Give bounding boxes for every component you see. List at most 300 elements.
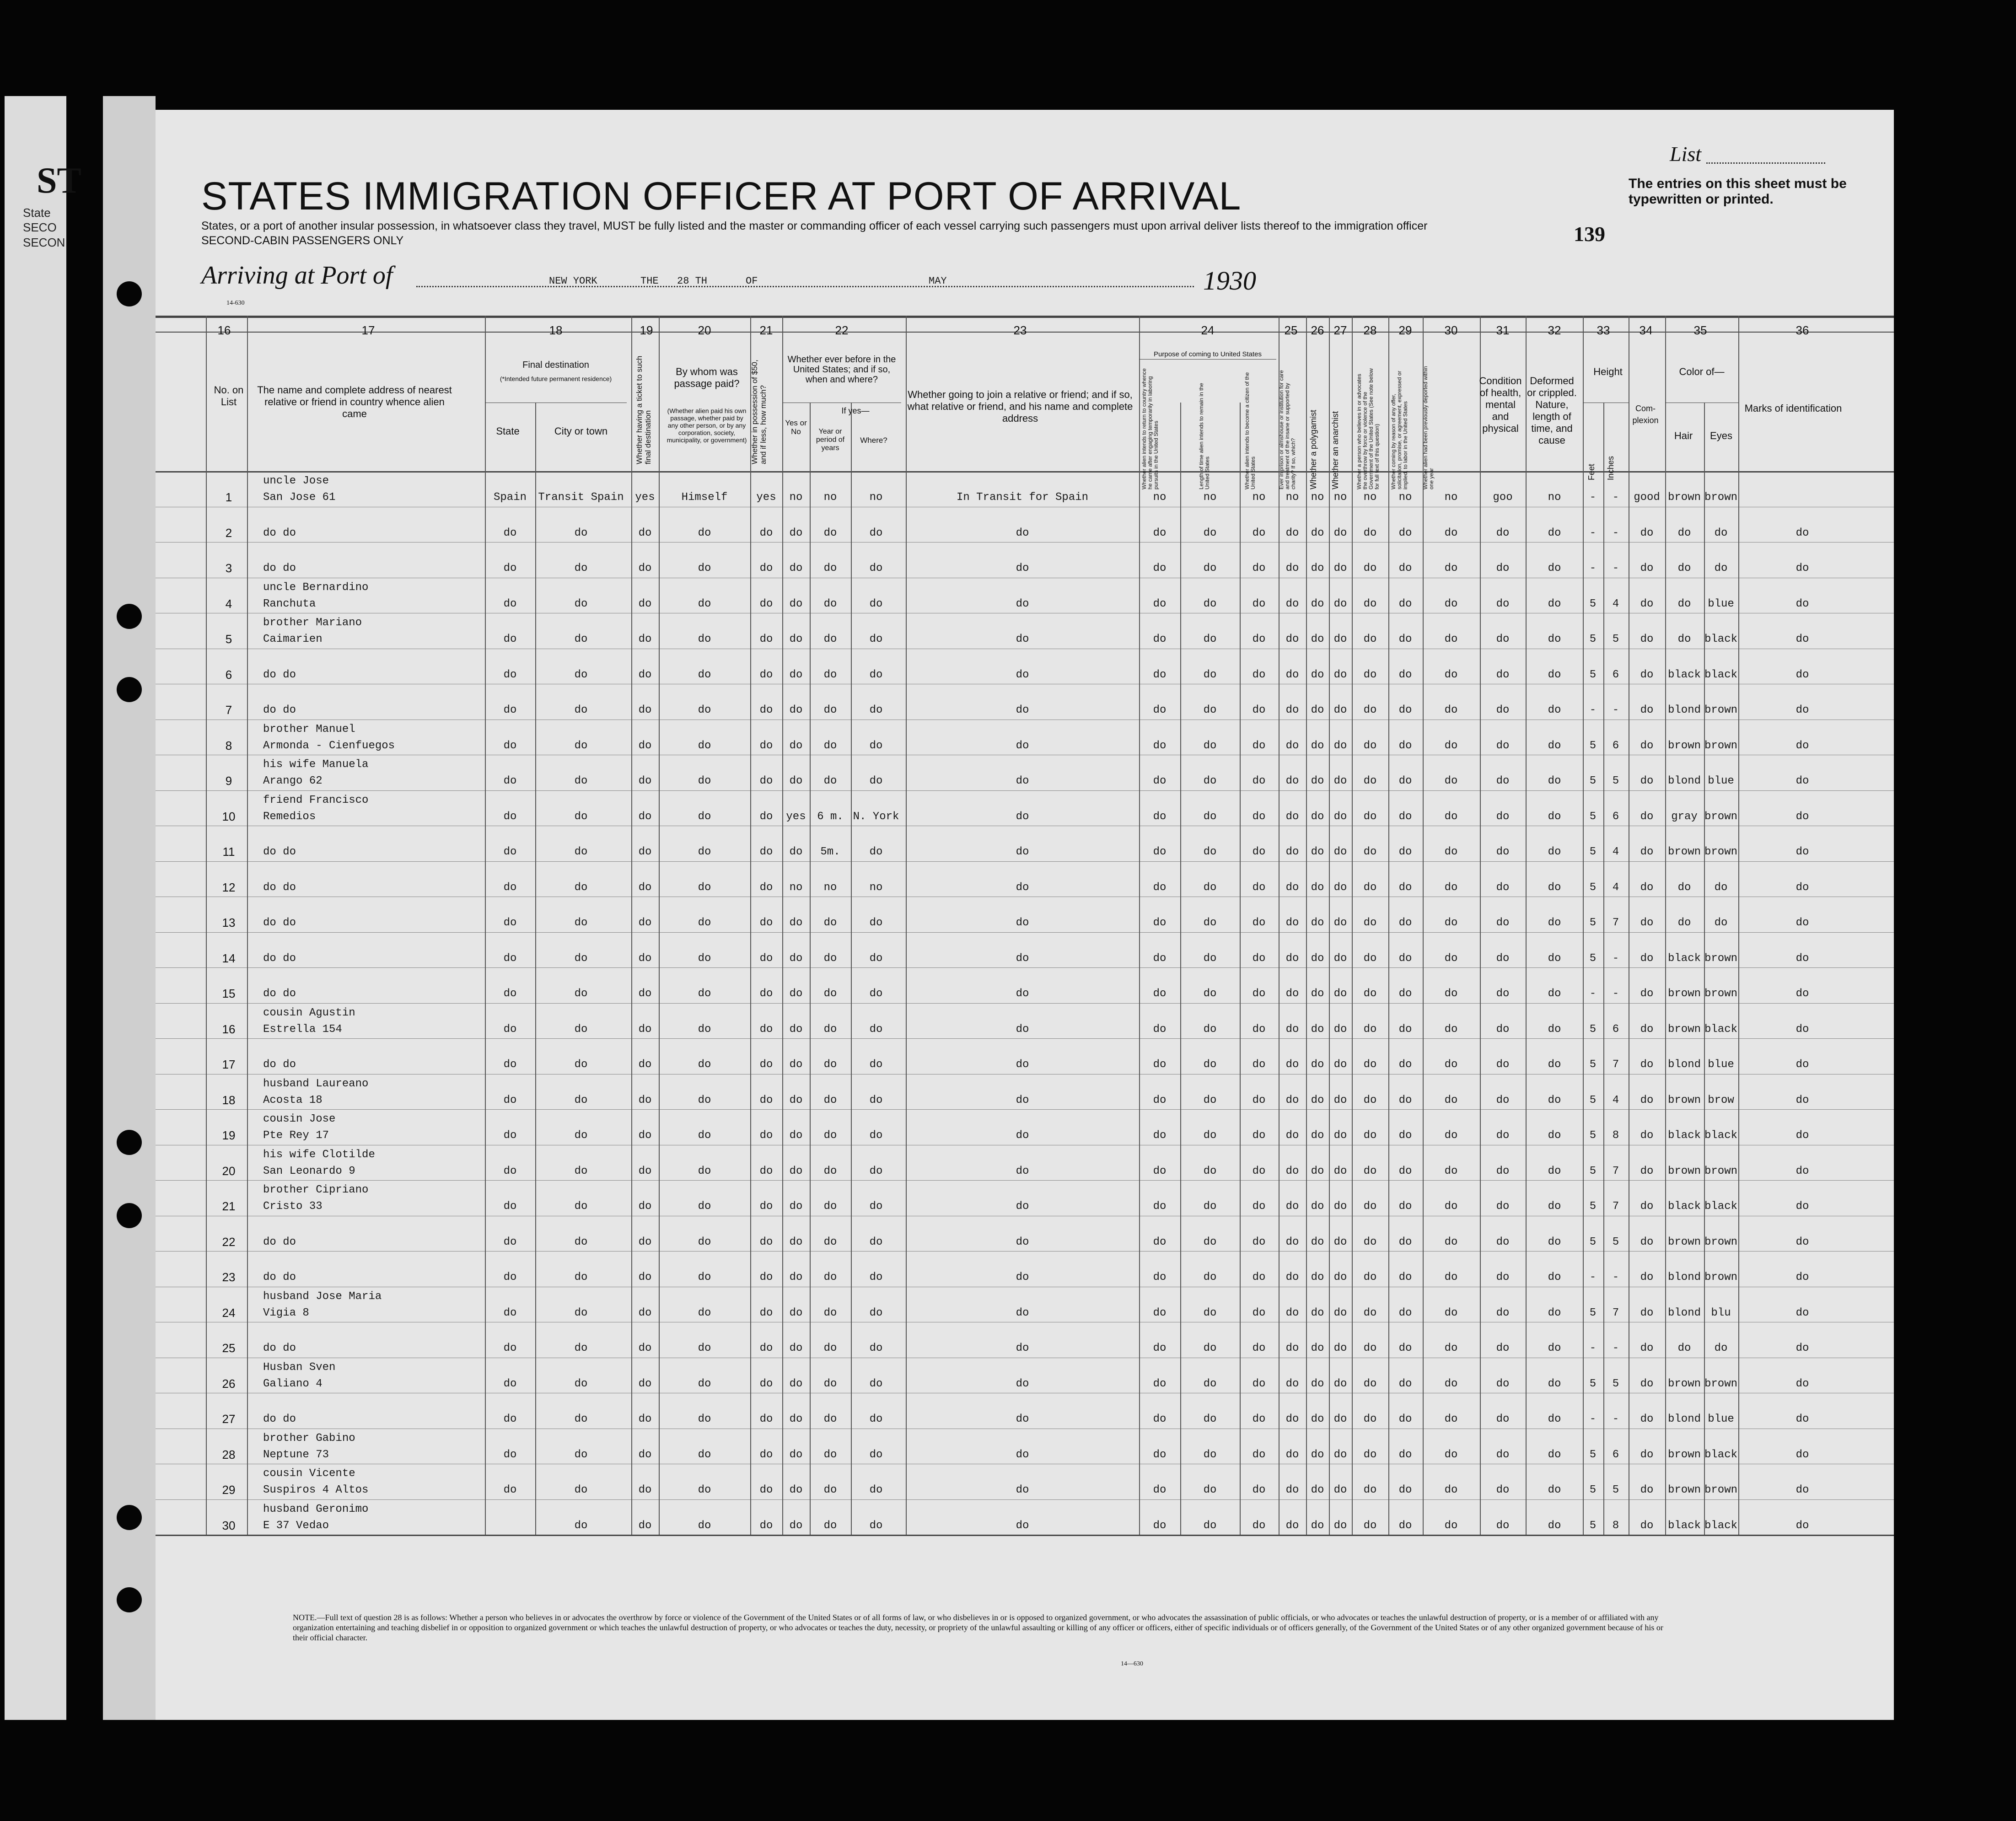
cell-f: do: [1333, 526, 1347, 539]
port-line: [416, 286, 1194, 287]
cell-g: do: [1363, 668, 1377, 681]
cell-f: do: [1333, 810, 1347, 823]
cell-year: do: [823, 917, 837, 929]
cell-city: do: [574, 917, 588, 929]
cell-health: do: [1496, 1448, 1510, 1461]
cell-feet: -: [1589, 704, 1597, 716]
cell-eyes: do: [1714, 917, 1728, 929]
cell-complexion: do: [1640, 1306, 1654, 1319]
grid-line: [156, 1251, 1894, 1252]
cell-join: do: [1016, 1306, 1029, 1319]
cell-deformed: do: [1548, 988, 1561, 1000]
cell-marks: do: [1796, 1235, 1809, 1248]
cell-before: do: [789, 775, 803, 787]
grid-line: [851, 403, 852, 1535]
cell-marks: do: [1796, 1094, 1809, 1107]
cell-b: do: [1203, 562, 1217, 575]
cell-year: do: [823, 1413, 837, 1425]
cell-e: do: [1311, 1484, 1324, 1496]
cell-complexion: do: [1640, 952, 1654, 965]
cell-h: do: [1398, 1377, 1412, 1390]
cell-i: do: [1444, 1519, 1458, 1532]
cell-c: do: [1252, 597, 1266, 610]
cell-c: do: [1252, 846, 1266, 858]
relative-address: E 37 Vedao: [263, 1519, 329, 1532]
cell-g: do: [1363, 1235, 1377, 1248]
cell-g: do: [1363, 846, 1377, 858]
cell-ticket: do: [638, 633, 652, 645]
relative-address: San Leonardo 9: [263, 1165, 355, 1177]
cell-complexion: do: [1640, 810, 1654, 823]
col-header-before: Whether ever before in the United States; and if so, when and where?: [787, 355, 896, 385]
cell-i: do: [1444, 633, 1458, 645]
cell-hair: blond: [1667, 775, 1701, 787]
cell-join: do: [1016, 1342, 1029, 1354]
cell-hair: brown: [1667, 988, 1701, 1000]
cell-b: do: [1203, 704, 1217, 716]
relative-address: do do: [263, 1235, 296, 1248]
cell-paid: Himself: [681, 491, 728, 504]
cell-complexion: do: [1640, 1200, 1654, 1213]
cell-paid: do: [698, 1519, 711, 1532]
cell-complexion: do: [1640, 1519, 1654, 1532]
cell-d: do: [1285, 1342, 1299, 1354]
cell-hair: blond: [1667, 1271, 1701, 1284]
cell-feet: -: [1589, 988, 1597, 1000]
cell-g: do: [1363, 1484, 1377, 1496]
cell-ticket: do: [638, 597, 652, 610]
cell-eyes: do: [1714, 526, 1728, 539]
cell-hair: brown: [1667, 739, 1701, 752]
cell-inches: 6: [1612, 1023, 1619, 1036]
cell-inches: -: [1612, 1413, 1619, 1425]
cell-feet: 5: [1589, 1377, 1597, 1390]
cell-state: do: [503, 846, 517, 858]
cell-hair: brown: [1667, 1094, 1701, 1107]
cell-feet: 5: [1589, 633, 1597, 645]
col-header-if-yes: If yes—: [841, 406, 870, 415]
cell-i: do: [1444, 1023, 1458, 1036]
cell-year: do: [823, 1306, 837, 1319]
cell-state: do: [503, 1413, 517, 1425]
cell-complexion: do: [1640, 704, 1654, 716]
column-number: 30: [1444, 323, 1458, 337]
cell-h: do: [1398, 846, 1412, 858]
cell-feet: -: [1589, 1413, 1597, 1425]
column-number: 23: [1013, 323, 1027, 337]
cell-before: do: [789, 1165, 803, 1177]
cell-hair: black: [1667, 1129, 1701, 1142]
cell-i: do: [1444, 952, 1458, 965]
cell-inches: 4: [1612, 846, 1619, 858]
cell-feet: 5: [1589, 1519, 1597, 1532]
row-number: 9: [225, 774, 232, 788]
grid-line: [156, 790, 1894, 791]
cell-health: do: [1496, 846, 1510, 858]
cell-f: do: [1333, 881, 1347, 894]
col-header-color-of: Color of—: [1679, 366, 1725, 377]
cell-marks: do: [1796, 1342, 1809, 1354]
cell-city: do: [574, 1235, 588, 1248]
cell-health: do: [1496, 917, 1510, 929]
cell-city: do: [574, 1058, 588, 1071]
cell-i: do: [1444, 1200, 1458, 1213]
cell-city: do: [574, 668, 588, 681]
strip-text: State: [23, 206, 51, 220]
cell-i: no: [1444, 491, 1458, 504]
col-header-city: City or town: [554, 425, 608, 437]
cell-i: do: [1444, 1271, 1458, 1284]
cell-ticket: do: [638, 1058, 652, 1071]
cell-a: do: [1153, 526, 1167, 539]
relative-address: Vigia 8: [263, 1306, 309, 1319]
cell-fifty: do: [759, 881, 773, 894]
cell-fifty: do: [759, 1094, 773, 1107]
column-number: 36: [1796, 323, 1809, 337]
cell-inches: -: [1612, 1271, 1619, 1284]
previous-page-strip: [5, 96, 81, 1720]
cell-deformed: do: [1548, 1377, 1561, 1390]
cell-g: do: [1363, 1448, 1377, 1461]
cell-inches: 6: [1612, 668, 1619, 681]
cell-d: do: [1285, 526, 1299, 539]
relative-address: Ranchuta: [263, 597, 316, 610]
row-number: 15: [222, 987, 236, 1000]
cell-h: do: [1398, 704, 1412, 716]
cell-e: do: [1311, 1342, 1324, 1354]
cell-city: do: [574, 1129, 588, 1142]
cell-city: do: [574, 775, 588, 787]
cell-feet: 5: [1589, 1484, 1597, 1496]
cell-hair: brown: [1667, 1377, 1701, 1390]
cell-c: do: [1252, 1129, 1266, 1142]
cell-eyes: brown: [1704, 491, 1738, 504]
cell-ticket: do: [638, 952, 652, 965]
cell-where: do: [869, 1200, 883, 1213]
cell-feet: 5: [1589, 1165, 1597, 1177]
cell-city: do: [574, 633, 588, 645]
list-label: List: [1670, 142, 1702, 166]
cell-where: N. York: [853, 810, 899, 823]
cell-fifty: do: [759, 810, 773, 823]
row-number: 28: [222, 1447, 236, 1461]
column-number: 33: [1597, 323, 1610, 337]
cell-deformed: do: [1548, 526, 1561, 539]
cell-complexion: do: [1640, 1235, 1654, 1248]
cell-a: no: [1153, 491, 1167, 504]
relative-name: brother Cipriano: [263, 1184, 369, 1196]
row-number: 13: [222, 916, 236, 929]
cell-city: do: [574, 1342, 588, 1354]
cell-eyes: blu: [1711, 1306, 1731, 1319]
cell-complexion: do: [1640, 597, 1654, 610]
cell-ticket: do: [638, 1342, 652, 1354]
cell-where: do: [869, 1235, 883, 1248]
cell-join: do: [1016, 917, 1029, 929]
grid-line: [1526, 316, 1527, 1535]
cell-a: do: [1153, 952, 1167, 965]
relative-address: do do: [263, 526, 296, 539]
cell-eyes: blue: [1708, 1058, 1734, 1071]
cell-marks: do: [1796, 1165, 1809, 1177]
grid-line: [1480, 316, 1481, 1535]
of-label: OF: [746, 275, 758, 287]
cell-feet: 5: [1589, 775, 1597, 787]
cell-f: do: [1333, 668, 1347, 681]
cell-fifty: do: [759, 1484, 773, 1496]
cell-a: do: [1153, 1129, 1167, 1142]
cell-ticket: do: [638, 1377, 652, 1390]
cell-deformed: do: [1548, 1129, 1561, 1142]
cell-paid: do: [698, 739, 711, 752]
cell-city: do: [574, 597, 588, 610]
row-number: 27: [222, 1412, 236, 1426]
cell-hair: black: [1667, 1200, 1701, 1213]
cell-h: do: [1398, 810, 1412, 823]
cell-i: do: [1444, 810, 1458, 823]
list-line: [1706, 162, 1825, 164]
grid-line: [1665, 316, 1666, 1535]
cell-ticket: do: [638, 1519, 652, 1532]
cell-d: do: [1285, 1058, 1299, 1071]
cell-g: do: [1363, 633, 1377, 645]
cell-hair: do: [1677, 1342, 1691, 1354]
cell-inches: -: [1612, 952, 1619, 965]
grid-line: [906, 316, 907, 1535]
cell-feet: 5: [1589, 739, 1597, 752]
row-number: 6: [225, 667, 232, 682]
col-header-purpose-a: Whether alien intends to return to country whence he came after engaging temporarily in laboring pursuits in the United States: [1141, 368, 1159, 489]
cell-e: do: [1311, 1200, 1324, 1213]
row-number: 8: [225, 738, 232, 752]
cell-inches: 7: [1612, 1200, 1619, 1213]
cell-health: do: [1496, 1165, 1510, 1177]
cell-i: do: [1444, 739, 1458, 752]
cell-d: do: [1285, 633, 1299, 645]
cell-where: do: [869, 1413, 883, 1425]
cell-d: do: [1285, 1165, 1299, 1177]
cell-ticket: do: [638, 775, 652, 787]
cell-g: do: [1363, 1342, 1377, 1354]
cell-fifty: do: [759, 988, 773, 1000]
cell-deformed: do: [1548, 846, 1561, 858]
relative-address: Neptune 73: [263, 1448, 329, 1461]
row-number: 11: [222, 845, 235, 859]
cell-d: do: [1285, 846, 1299, 858]
cell-health: do: [1496, 1271, 1510, 1284]
cell-g: do: [1363, 597, 1377, 610]
row-number: 21: [222, 1199, 236, 1213]
binder-hole: [117, 1505, 142, 1530]
cell-complexion: do: [1640, 1271, 1654, 1284]
cell-feet: 5: [1589, 668, 1597, 681]
col-header-no: No. on List: [214, 384, 244, 408]
cell-feet: -: [1589, 1342, 1597, 1354]
cell-join: do: [1016, 1200, 1029, 1213]
cell-f: do: [1333, 597, 1347, 610]
cell-c: do: [1252, 526, 1266, 539]
cell-c: do: [1252, 1200, 1266, 1213]
cell-city: do: [574, 704, 588, 716]
cell-marks: do: [1796, 846, 1809, 858]
column-number: 22: [835, 323, 849, 337]
cell-paid: do: [698, 1342, 711, 1354]
cell-complexion: do: [1640, 1058, 1654, 1071]
cell-year: do: [823, 988, 837, 1000]
col-header-final-destination-note: (*Intended future permanent residence): [500, 375, 612, 382]
cell-g: do: [1363, 1519, 1377, 1532]
cell-before: do: [789, 1484, 803, 1496]
cell-eyes: brown: [1704, 1271, 1738, 1284]
cell-health: do: [1496, 1306, 1510, 1319]
cell-city: do: [574, 881, 588, 894]
cell-c: do: [1252, 952, 1266, 965]
cell-inches: 5: [1612, 1377, 1619, 1390]
cell-f: do: [1333, 1448, 1347, 1461]
grid-line: [1423, 316, 1424, 1535]
cell-inches: 5: [1612, 633, 1619, 645]
cell-state: do: [503, 562, 517, 575]
cell-inches: -: [1612, 526, 1619, 539]
cell-hair: blond: [1667, 1306, 1701, 1319]
cell-g: do: [1363, 917, 1377, 929]
cell-deformed: do: [1548, 1519, 1561, 1532]
cell-f: no: [1333, 491, 1347, 504]
cell-join: do: [1016, 1413, 1029, 1425]
cell-year: do: [823, 1235, 837, 1248]
cell-c: do: [1252, 1519, 1266, 1532]
cell-marks: do: [1796, 1519, 1809, 1532]
cell-c: do: [1252, 739, 1266, 752]
cell-fifty: do: [759, 597, 773, 610]
cell-ticket: do: [638, 810, 652, 823]
footnote: NOTE.—Full text of question 28 is as follows: Whether a person who believes in or advocates the overthrow by force or violence of the Government of the United States or of all forms of law, or who disbelieves in or is opposed to organized government, or who advocates the assassination of public officials, or who advocates or teaches the unlawful destruction of property, or is a member of or affiliated with any organization entertaining and teaching disbelief in or opposition to organized government or which teaches the unlawful destruction of property, or who advocates or teaches the duty, necessity, or propriety of the unlawful assaulting or killing of any officer or officers, either of specific individuals or of officers generally, of the Government of the United States or of any other organized government because of his or their official character.: [293, 1613, 1663, 1642]
cell-a: do: [1153, 1271, 1167, 1284]
cell-where: do: [869, 846, 883, 858]
grid-line: [156, 1038, 1894, 1039]
cell-state: do: [503, 739, 517, 752]
cell-d: do: [1285, 952, 1299, 965]
cell-a: do: [1153, 668, 1167, 681]
cell-year: do: [823, 1484, 837, 1496]
cell-inches: -: [1612, 988, 1619, 1000]
cell-health: do: [1496, 1413, 1510, 1425]
cell-where: do: [869, 775, 883, 787]
cell-health: do: [1496, 704, 1510, 716]
cell-a: do: [1153, 1377, 1167, 1390]
cell-g: do: [1363, 775, 1377, 787]
col-header-feet: Feet: [1587, 463, 1596, 480]
cell-eyes: blue: [1708, 1413, 1734, 1425]
cell-deformed: do: [1548, 917, 1561, 929]
cell-fifty: do: [759, 1413, 773, 1425]
cell-where: do: [869, 739, 883, 752]
cell-b: do: [1203, 1058, 1217, 1071]
cell-state: do: [503, 1200, 517, 1213]
cell-feet: 5: [1589, 1094, 1597, 1107]
cell-f: do: [1333, 1023, 1347, 1036]
cell-b: do: [1203, 633, 1217, 645]
cell-hair: do: [1677, 597, 1691, 610]
entries-note: The entries on this sheet must be typewritten or printed.: [1629, 176, 1847, 207]
cell-a: do: [1153, 1484, 1167, 1496]
cell-feet: 5: [1589, 1200, 1597, 1213]
cell-g: do: [1363, 1094, 1377, 1107]
cell-year: do: [823, 597, 837, 610]
cell-d: do: [1285, 597, 1299, 610]
cell-e: do: [1311, 1377, 1324, 1390]
cell-where: do: [869, 1023, 883, 1036]
cell-year: do: [823, 1342, 837, 1354]
cell-b: do: [1203, 952, 1217, 965]
relative-name: brother Gabino: [263, 1432, 355, 1445]
cell-year: do: [823, 1023, 837, 1036]
cell-deformed: do: [1548, 952, 1561, 965]
col-header-complexion: Com-plexion: [1632, 404, 1659, 425]
cell-h: do: [1398, 1094, 1412, 1107]
cell-where: do: [869, 1448, 883, 1461]
cell-a: do: [1153, 704, 1167, 716]
cell-city: do: [574, 1165, 588, 1177]
cell-i: do: [1444, 881, 1458, 894]
column-number: 16: [217, 323, 231, 337]
cell-hair: do: [1677, 526, 1691, 539]
cell-h: no: [1398, 491, 1412, 504]
cell-e: do: [1311, 775, 1324, 787]
cell-g: do: [1363, 881, 1377, 894]
cell-health: do: [1496, 1200, 1510, 1213]
cell-paid: do: [698, 1094, 711, 1107]
cell-marks: do: [1796, 1413, 1809, 1425]
cell-f: do: [1333, 1271, 1347, 1284]
cell-c: do: [1252, 1342, 1266, 1354]
cell-join: do: [1016, 1129, 1029, 1142]
cell-c: do: [1252, 1306, 1266, 1319]
column-number: 29: [1398, 323, 1412, 337]
relative-name: uncle Bernardino: [263, 581, 369, 594]
cell-i: do: [1444, 1306, 1458, 1319]
cell-eyes: do: [1714, 1342, 1728, 1354]
relative-name: brother Mariano: [263, 617, 362, 629]
cell-ticket: do: [638, 562, 652, 575]
cell-health: do: [1496, 668, 1510, 681]
col-header-ticket: Whether having a ticket to such final destination: [635, 355, 652, 464]
cell-f: do: [1333, 988, 1347, 1000]
col-header-anarchist: Whether an anarchist: [1331, 411, 1340, 489]
cell-ticket: do: [638, 739, 652, 752]
col-header-purpose: Purpose of coming to United States: [1154, 350, 1262, 358]
grid-line: [156, 542, 1894, 543]
cell-marks: do: [1796, 562, 1809, 575]
cell-a: do: [1153, 846, 1167, 858]
cell-a: do: [1153, 597, 1167, 610]
cell-fifty: do: [759, 1306, 773, 1319]
cell-c: do: [1252, 1484, 1266, 1496]
cell-before: do: [789, 988, 803, 1000]
cell-year: do: [823, 1377, 837, 1390]
cell-c: do: [1252, 633, 1266, 645]
cell-f: do: [1333, 846, 1347, 858]
cell-f: do: [1333, 1377, 1347, 1390]
row-number: 10: [222, 809, 236, 823]
cell-feet: 5: [1589, 1023, 1597, 1036]
cell-paid: do: [698, 952, 711, 965]
cell-join: do: [1016, 775, 1029, 787]
cell-g: do: [1363, 1413, 1377, 1425]
cell-city: Transit Spain: [538, 491, 624, 504]
cell-a: do: [1153, 562, 1167, 575]
cell-state: do: [503, 810, 517, 823]
